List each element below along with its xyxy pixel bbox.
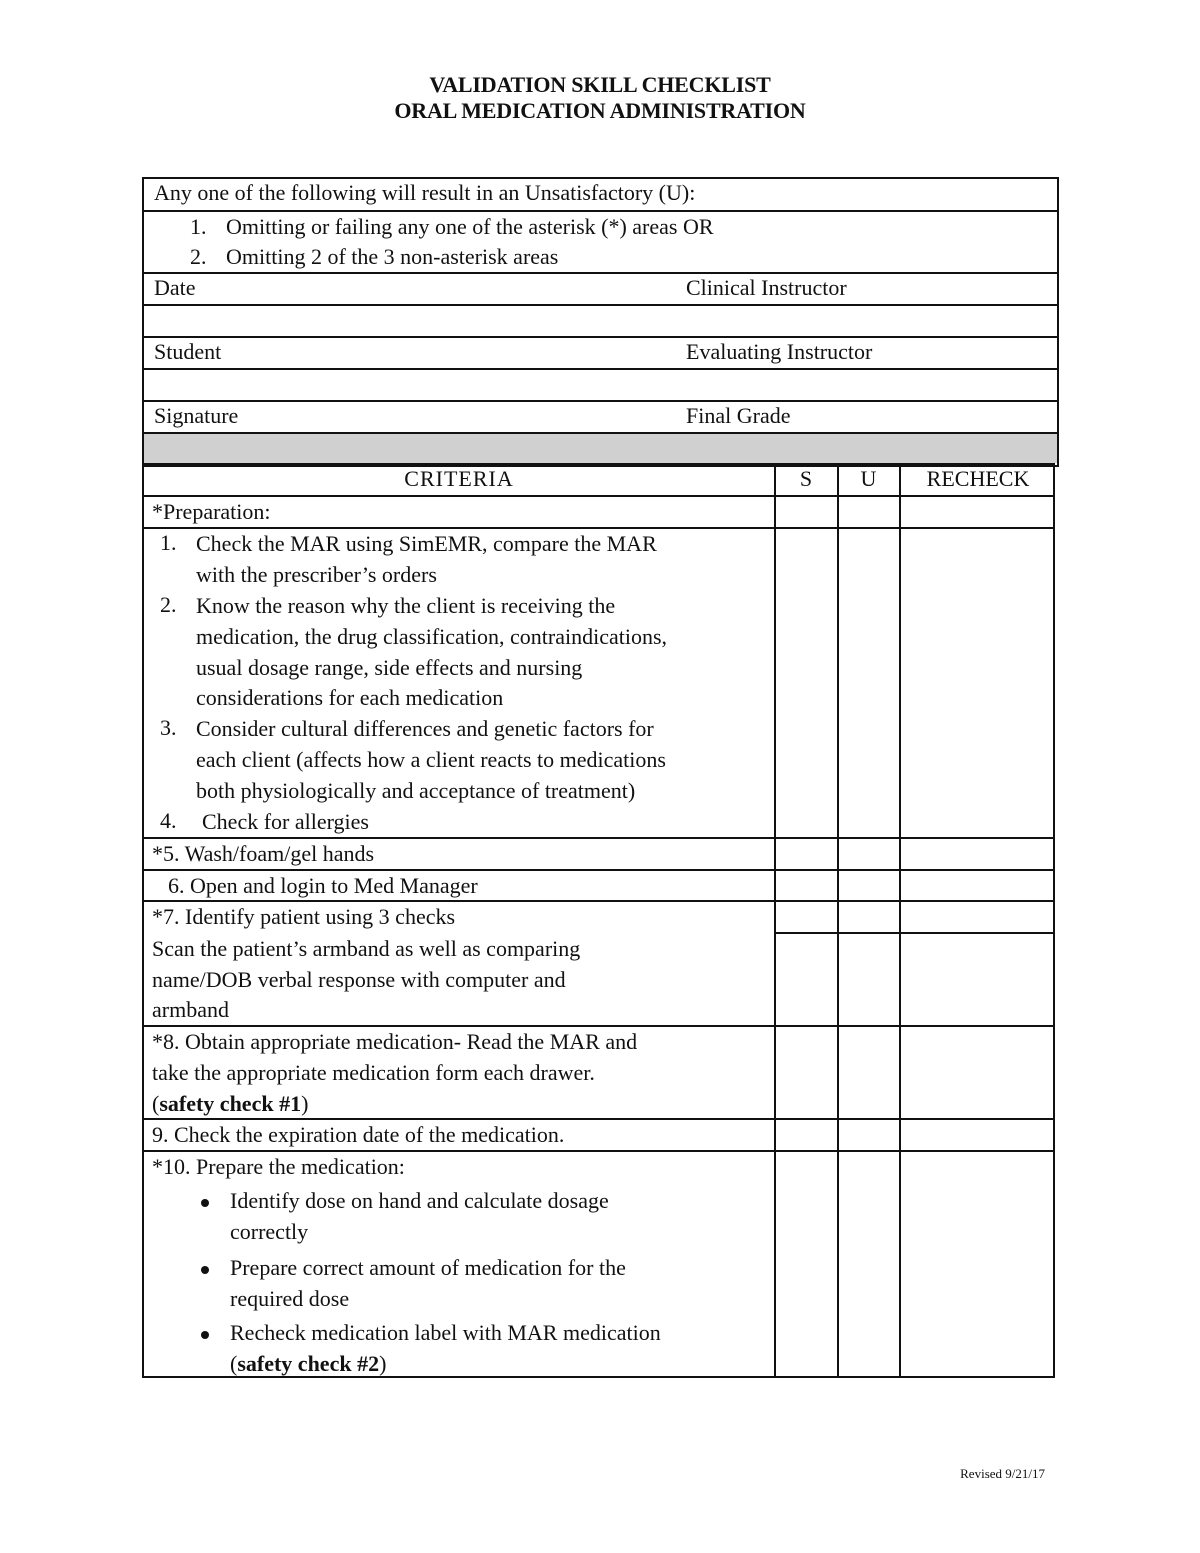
step-6: 6. Open and login to Med Manager — [168, 873, 478, 898]
step-9: 9. Check the expiration date of the medication. — [152, 1122, 565, 1147]
safety-check-1: safety check #1 — [159, 1091, 302, 1116]
student-entry-row[interactable] — [144, 370, 1057, 402]
student-row — [144, 338, 1057, 370]
step-10-bullet: Recheck medication label with MAR medication — [230, 1320, 661, 1345]
prep-item-line: Consider cultural differences and genetic factors for — [196, 716, 654, 741]
prep-item-line: Check for allergies — [202, 809, 369, 834]
row-divider — [144, 495, 1053, 497]
intro-text: Any one of the following will result in an Unsatisfactory (U): — [154, 180, 696, 205]
prep-item-line: Know the reason why the client is receiving the — [196, 593, 616, 618]
column-divider — [899, 465, 901, 1376]
evaluating-instructor-label: Evaluating Instructor — [686, 339, 873, 364]
step-10-bullet: Identify dose on hand and calculate dosage — [230, 1188, 609, 1213]
step-5: *5. Wash/foam/gel hands — [152, 841, 375, 866]
date-label: Date — [154, 275, 196, 300]
criteria-table — [142, 463, 1055, 1378]
rules-row — [144, 212, 1057, 274]
prep-item-line: both physiologically and acceptance of treatment) — [196, 778, 636, 803]
column-header-s: S — [799, 466, 814, 491]
rule-number: 2. — [190, 244, 207, 269]
prep-item-line: Check the MAR using SimEMR, compare the MAR — [196, 531, 657, 556]
intro-row — [144, 179, 1057, 212]
date-row — [144, 274, 1057, 306]
signature-row — [144, 402, 1057, 434]
column-divider — [837, 465, 839, 1376]
clinical-instructor-label: Clinical Instructor — [686, 275, 847, 300]
column-header-recheck: RECHECK — [926, 466, 1030, 491]
safety-check-2: safety check #2 — [237, 1351, 380, 1376]
step-10-bullet: correctly — [230, 1219, 309, 1244]
preparation-label: *Preparation: — [152, 499, 271, 524]
prep-item-line: considerations for each medication — [196, 685, 504, 710]
step-8-safety: (safety check #1) — [152, 1091, 309, 1116]
signature-label: Signature — [154, 403, 239, 428]
row-divider — [774, 932, 1053, 934]
rule-number: 1. — [190, 214, 207, 239]
final-grade-label: Final Grade — [686, 403, 791, 428]
prep-item-line: each client (affects how a client reacts to medications — [196, 747, 666, 772]
step-10-bullet: required dose — [230, 1286, 350, 1311]
step-7-detail: name/DOB verbal response with computer and — [152, 967, 566, 992]
step-7-detail: Scan the patient’s armband as well as comparing — [152, 936, 581, 961]
header-box — [142, 177, 1059, 467]
bullet-icon — [201, 1199, 209, 1207]
bullet-icon — [201, 1266, 209, 1274]
shaded-separator-row — [144, 434, 1057, 463]
prep-item-number: 2. — [160, 592, 177, 617]
rule-text: Omitting 2 of the 3 non-asterisk areas — [226, 244, 559, 269]
step-7-detail: armband — [152, 997, 229, 1022]
step-8: take the appropriate medication form each drawer. — [152, 1060, 595, 1085]
column-header-u: U — [860, 466, 878, 491]
prep-item-number: 4. — [160, 808, 177, 833]
column-divider — [774, 465, 776, 1376]
prep-item-line: medication, the drug classification, contraindications, — [196, 624, 668, 649]
revision-note: Revised 9/21/17 — [960, 1466, 1045, 1481]
rule-text: Omitting or failing any one of the asterisk (*) areas OR — [226, 214, 714, 239]
step-10-safety: (safety check #2) — [230, 1351, 387, 1376]
step-8: *8. Obtain appropriate medication- Read the MAR and — [152, 1029, 638, 1054]
document-subtitle: ORAL MEDICATION ADMINISTRATION — [394, 98, 806, 123]
step-10: *10. Prepare the medication: — [152, 1154, 405, 1179]
prep-item-line: usual dosage range, side effects and nursing — [196, 655, 583, 680]
student-label: Student — [154, 339, 222, 364]
prep-item-number: 3. — [160, 715, 177, 740]
document-title: VALIDATION SKILL CHECKLIST — [429, 72, 771, 97]
prep-item-line: with the prescriber’s orders — [196, 562, 437, 587]
prep-item-number: 1. — [160, 530, 177, 555]
step-10-bullet: Prepare correct amount of medication for the — [230, 1255, 626, 1280]
step-7: *7. Identify patient using 3 checks — [152, 904, 456, 929]
date-entry-row[interactable] — [144, 306, 1057, 338]
bullet-icon — [201, 1331, 209, 1339]
column-header-criteria: CRITERIA — [404, 466, 514, 491]
